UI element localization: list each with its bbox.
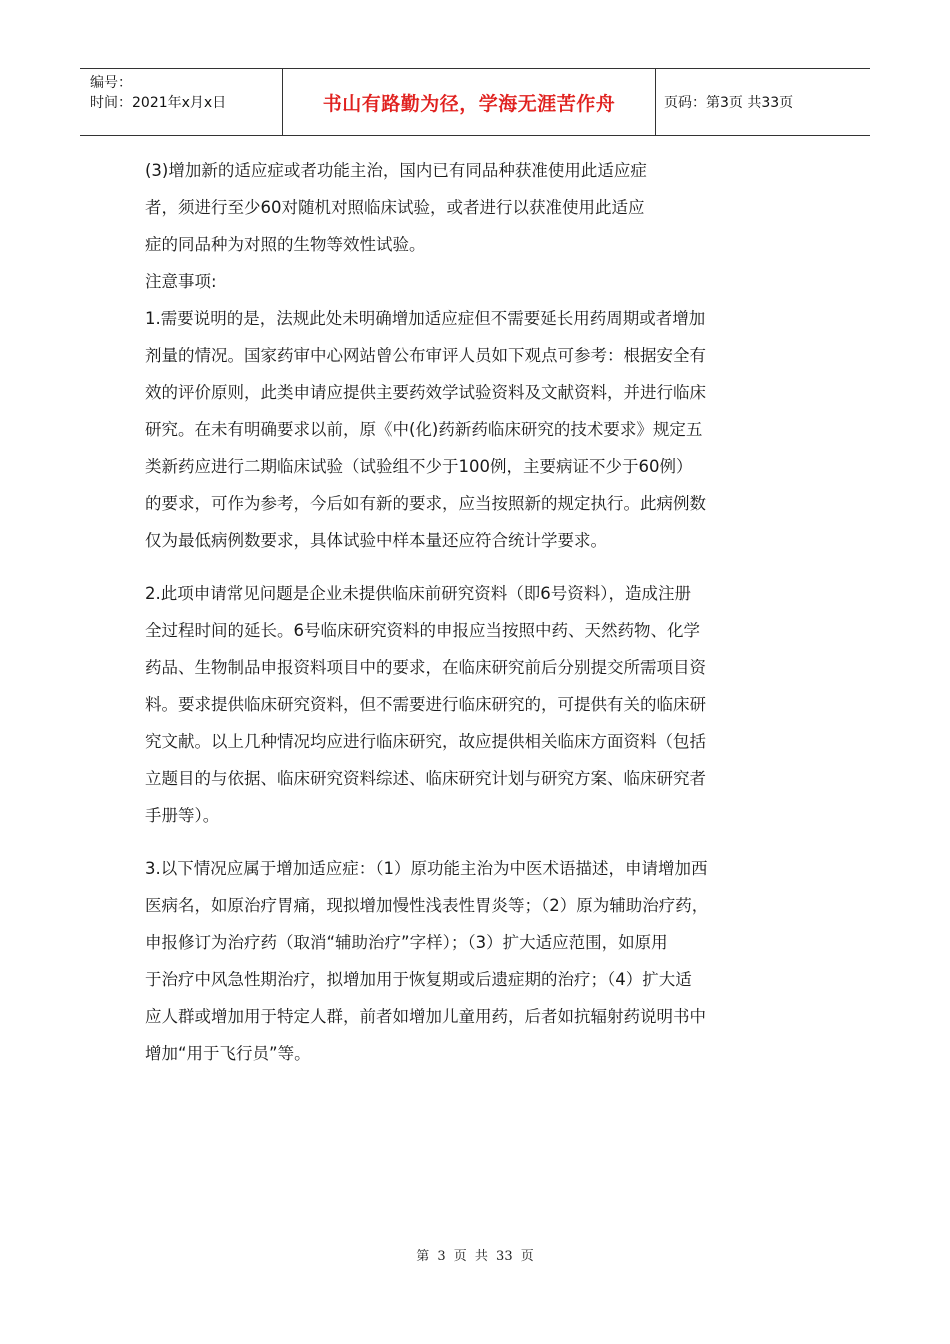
notes-heading: 注意事项: (145, 272, 217, 291)
header-meta (80, 69, 283, 135)
text-line: 增加“用于飞行员”等。 (145, 1044, 311, 1063)
text-line: 症的同品种为对照的生物等效性试验。 (145, 235, 426, 254)
page-footer: 第 3 页 共 33 页 (416, 1249, 534, 1264)
text-line: (3)增加新的适应症或者功能主治，国内已有同品种获准使用此适应症 (145, 161, 647, 180)
text-line: 应人群或增加用于特定人群，前者如增加儿童用药，后者如抗辐射药说明书中 (145, 1007, 706, 1026)
header-page-info: 页码：第3页 共33页 (664, 95, 794, 111)
document-number-label: 编号： (90, 75, 132, 91)
text-line: 2.此项申请常见问题是企业未提供临床前研究资料（即6号资料），造成注册 (145, 584, 691, 603)
text-line: 仅为最低病例数要求，具体试验中样本量还应符合统计学要求。 (145, 531, 607, 550)
paragraph-gap (145, 834, 805, 850)
text-line: 剂量的情况。国家药审中心网站曾公布审评人员如下观点可参考：根据安全有 (145, 346, 706, 365)
text-line: 的要求，可作为参考，今后如有新的要求，应当按照新的规定执行。此病例数 (145, 494, 706, 513)
text-line: 手册等）。 (145, 806, 220, 825)
text-line: 究文献。以上几种情况均应进行临床研究，故应提供相关临床方面资料（包括 (145, 732, 706, 751)
text-line: 立题目的与依据、临床研究资料综述、临床研究计划与研究方案、临床研究者 (145, 769, 706, 788)
text-line: 料。要求提供临床研究资料，但不需要进行临床研究的，可提供有关的临床研 (145, 695, 706, 714)
text-line: 研究。在未有明确要求以前，原《中(化)药新药临床研究的技术要求》规定五 (145, 420, 703, 439)
text-line: 医病名，如原治疗胃痛，现拟增加慢性浅表性胃炎等；（2）原为辅助治疗药， (145, 896, 709, 915)
text-line: 药品、生物制品申报资料项目中的要求，在临床研究前后分别提交所需项目资 (145, 658, 706, 677)
header-motto: 书山有路勤为径，学海无涯苦作舟 (283, 69, 656, 135)
text-line: 申报修订为治疗药（取消“辅助治疗”字样）；（3）扩大适应范围，如原用 (145, 933, 668, 952)
text-line: 3.以下情况应属于增加适应症：（1）原功能主治为中医术语描述，申请增加西 (145, 859, 708, 878)
paragraph-gap (145, 559, 805, 575)
text-line: 全过程时间的延长。6号临床研究资料的申报应当按照中药、天然药物、化学 (145, 621, 700, 640)
text-line: 者，须进行至少60对随机对照临床试验，或者进行以获准使用此适应 (145, 198, 645, 217)
text-line: 类新药应进行二期临床试验（试验组不少于100例，主要病证不少于60例） (145, 457, 693, 476)
document-date-label: 时间：2021年x月x日 (90, 95, 227, 111)
text-line: 效的评价原则，此类申请应提供主要药效学试验资料及文献资料，并进行临床 (145, 383, 706, 402)
page-header (80, 68, 870, 136)
text-line: 于治疗中风急性期治疗，拟增加用于恢复期或后遗症期的治疗；（4）扩大适 (145, 970, 692, 989)
document-body (145, 152, 805, 1072)
text-line: 1.需要说明的是，法规此处未明确增加适应症但不需要延长用药周期或者增加 (145, 309, 706, 328)
